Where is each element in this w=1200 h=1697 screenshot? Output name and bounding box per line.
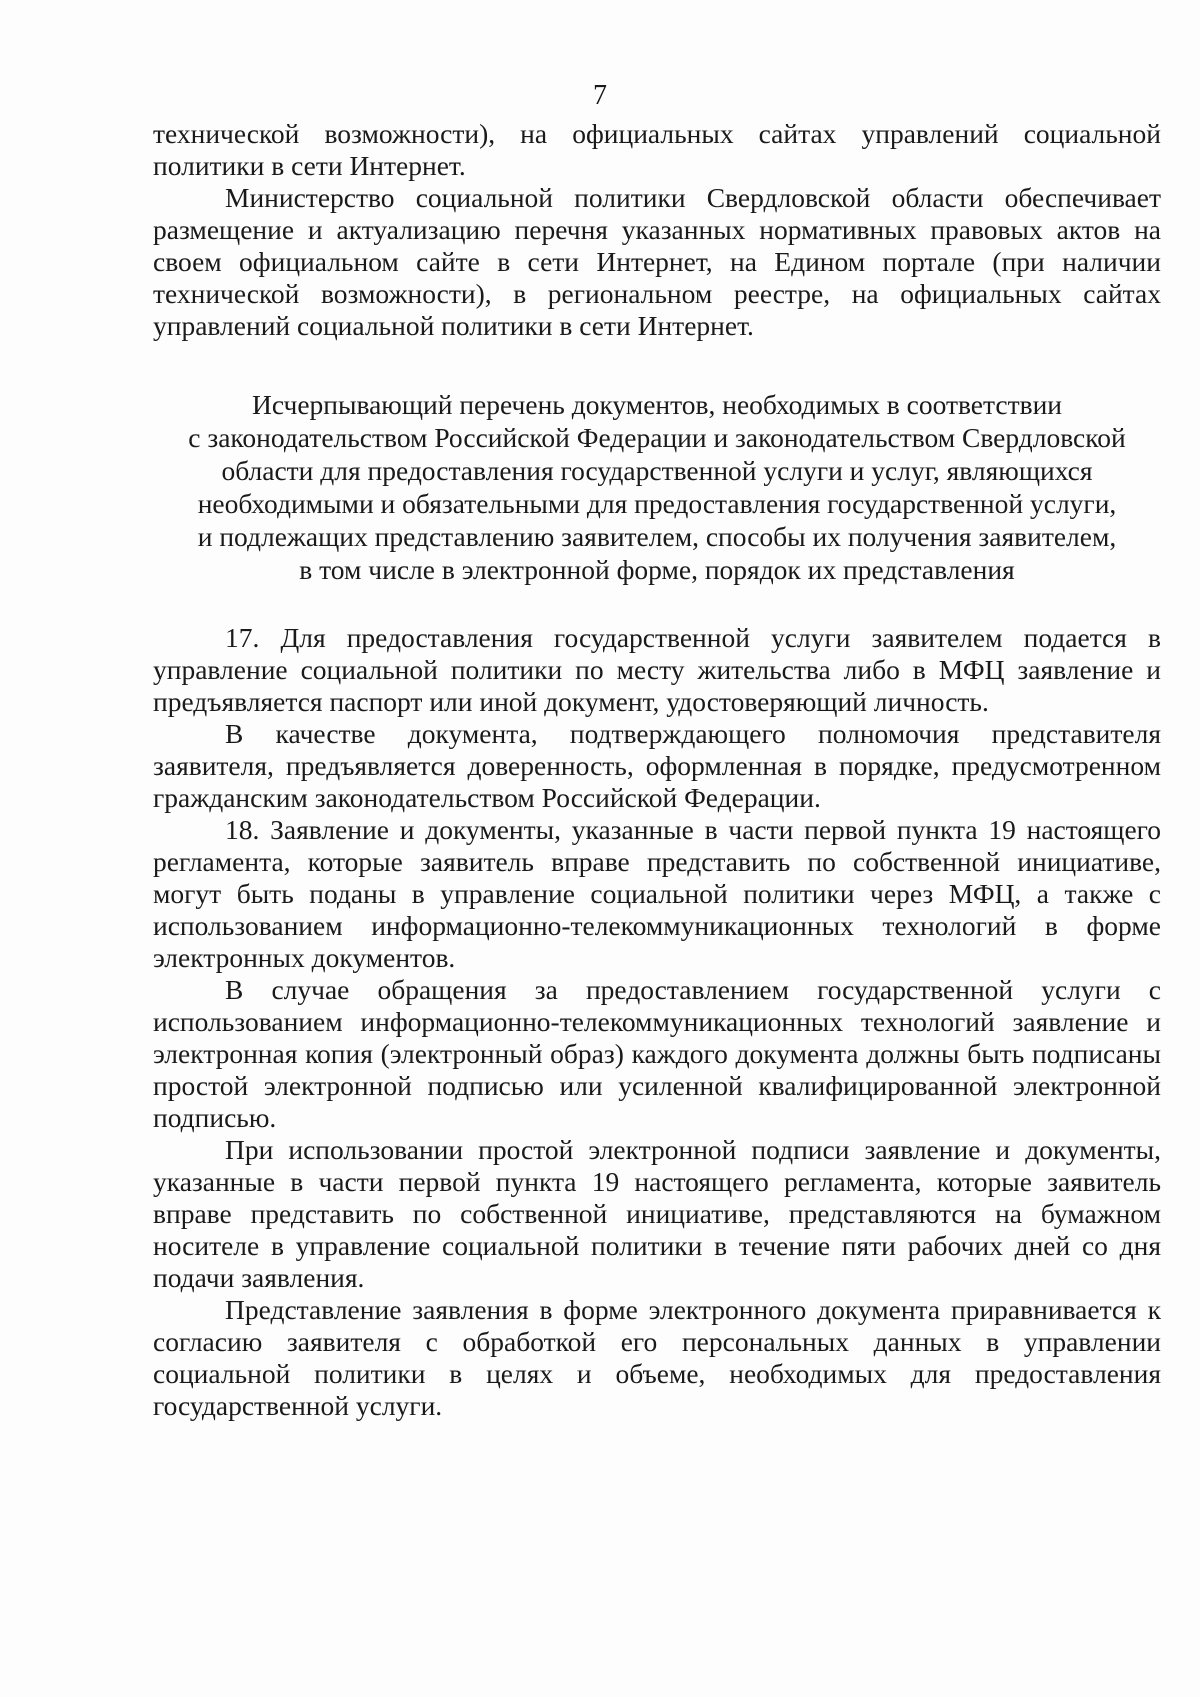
intro-section xyxy=(153,118,1161,342)
section-heading-line: необходимыми и обязательными для предоставления государственной услуги, xyxy=(197,488,1117,519)
section-heading-line: в том числе в электронной форме, порядок их представления xyxy=(299,554,1015,585)
intro-paragraph-1: технической возможности), на официальных сайтах управлений социальной политики в сети Интернет. xyxy=(153,118,1161,181)
section-heading-line: с законодательством Российской Федерации и законодательством Свердловской xyxy=(188,422,1126,453)
paragraph-17: 17. Для предоставления государственной услуги заявителем подается в управление социальной политики по месту жительства либо в МФЦ заявление и предъявляется паспорт или иной документ, удостоверяющий личность. xyxy=(153,622,1161,717)
section-heading-line: области для предоставления государственной услуги и услуг, являющихся xyxy=(221,455,1093,486)
paragraph-electronic-signature: В случае обращения за предоставлением государственной услуги с использованием информационно-телекоммуникационных технологий заявление и электронная копия (электронный образ) каждого документа должны быть подписаны простой электронной подписью или усиленной квалифицированной электронной подписью. xyxy=(153,974,1161,1133)
section-heading-line: и подлежащих представлению заявителем, способы их получения заявителем, xyxy=(197,521,1117,552)
paragraph-simple-signature: При использовании простой электронной подписи заявление и документы, указанные в части первой пункта 19 настоящего регламента, которые заявитель вправе представить по собственной инициативе, представляются на бумажном носителе в управление социальной политики в течение пяти рабочих дней со дня подачи заявления. xyxy=(153,1134,1161,1293)
section-heading xyxy=(153,388,1161,586)
paragraph-representative: В качестве документа, подтверждающего полномочия представителя заявителя, предъявляется доверенность, оформленная в порядке, предусмотренном гражданским законодательством Российской Федерации. xyxy=(153,718,1161,813)
main-section xyxy=(153,622,1161,1422)
paragraph-18: 18. Заявление и документы, указанные в части первой пункта 19 настоящего регламента, которые заявитель вправе представить по собственной инициативе, могут быть поданы в управление социальной политики через МФЦ, а также с использованием информационно-телекоммуникационных технологий в форме электронных документов. xyxy=(153,814,1161,973)
section-heading-line: Исчерпывающий перечень документов, необходимых в соответствии xyxy=(251,389,1062,420)
page-number: 7 xyxy=(593,80,607,111)
paragraph-consent: Представление заявления в форме электронного документа приравнивается к согласию заявителя с обработкой его персональных данных в управлении социальной политики в целях и объеме, необходимых для предоставления государственной услуги. xyxy=(153,1294,1161,1421)
intro-paragraph-2: Министерство социальной политики Свердловской области обеспечивает размещение и актуализацию перечня указанных нормативных правовых актов на своем официальном сайте в сети Интернет, на Едином портале (при наличии технической возможности), в региональном реестре, на официальных сайтах управлений социальной политики в сети Интернет. xyxy=(153,182,1161,341)
